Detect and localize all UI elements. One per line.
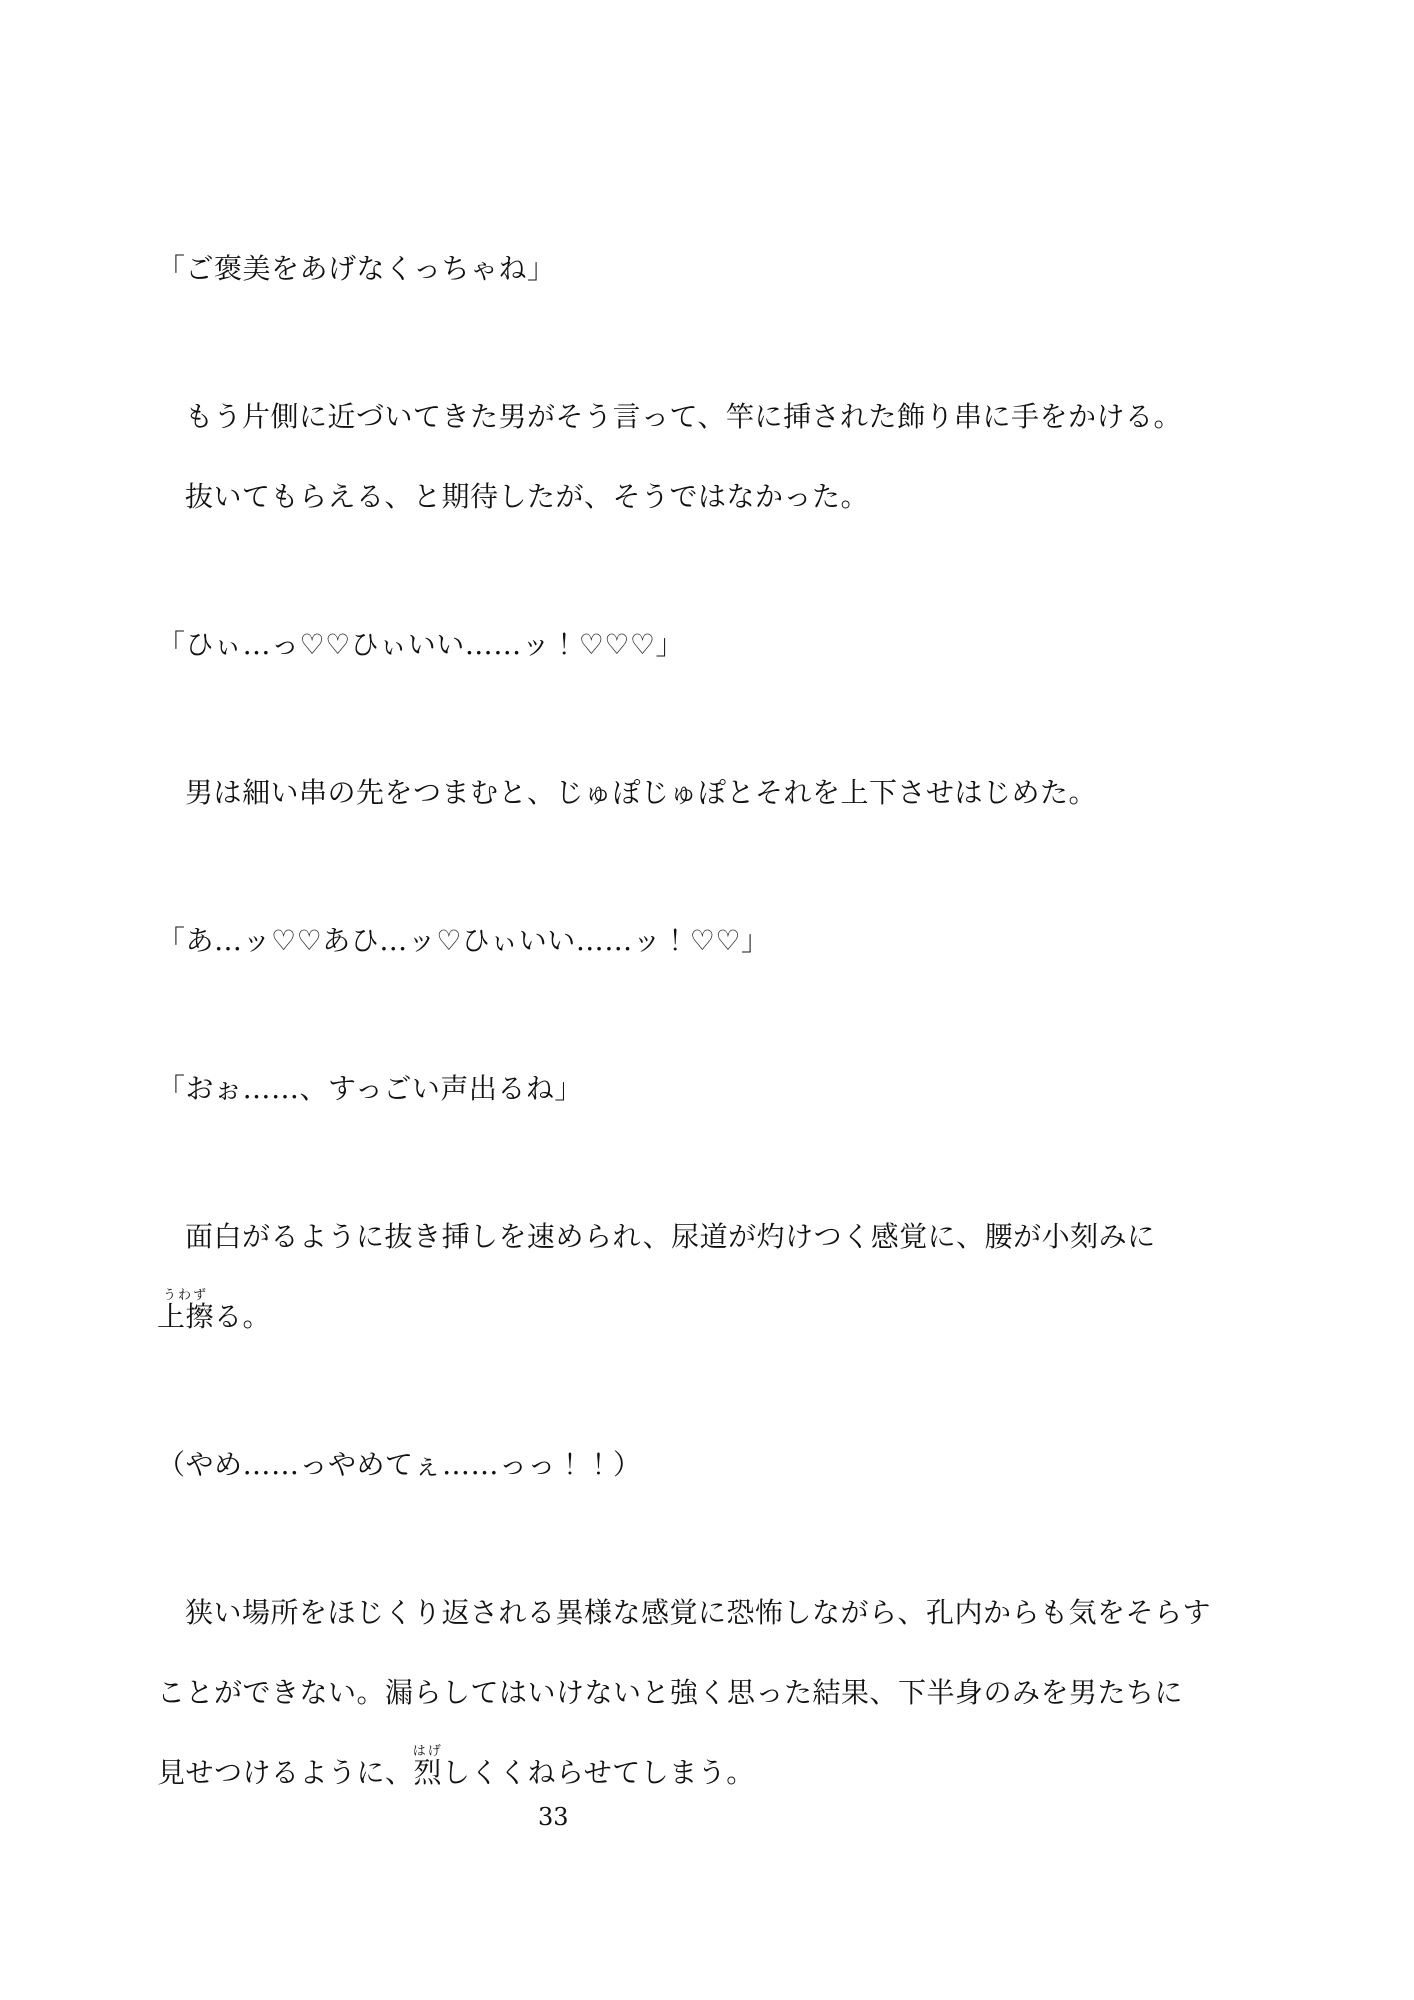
page-number: 33	[538, 1803, 569, 1831]
text-segment: ことができない。漏らしてはいけないと強く思った結果、下半身のみを男たちに	[157, 1676, 1184, 1709]
paragraph-block	[157, 377, 1287, 537]
furigana-ruby	[412, 1744, 443, 1789]
paragraph-block	[157, 1049, 1287, 1129]
text-segment: しくくねらせてしまう。	[442, 1756, 755, 1789]
paragraph-block	[157, 1425, 1287, 1505]
text-line	[157, 1573, 1287, 1653]
furigana-ruby	[157, 1288, 215, 1333]
text-line	[157, 1653, 1287, 1733]
furigana-text: はげ	[412, 1744, 443, 1759]
text-segment: もう片側に近づいてきた男がそう言って、竿に挿された飾り串に手をかける。	[185, 400, 1182, 433]
text-line	[157, 1277, 1287, 1357]
text-segment: 狭い場所をほじくり返される異様な感覚に恐怖しながら、孔内からも気をそらす	[185, 1596, 1212, 1629]
ruby-base-text: 烈	[412, 1756, 443, 1789]
paragraph-block	[157, 1573, 1287, 1813]
text-line	[157, 377, 1287, 457]
ruby-base-text: 上擦	[157, 1300, 215, 1333]
text-segment: （やめ……っやめてぇ……っっ！！）	[157, 1448, 642, 1481]
text-line	[157, 1733, 1287, 1813]
paragraph-block	[157, 753, 1287, 833]
text-line	[157, 457, 1287, 537]
text-content	[157, 229, 1287, 1813]
text-line	[157, 229, 1287, 309]
text-segment: 「ひぃ…っ♡♡ひぃいい……ッ！♡♡♡」	[157, 628, 685, 661]
text-line	[157, 1197, 1287, 1277]
text-line	[157, 605, 1287, 685]
text-segment: 見せつけるように、	[157, 1756, 414, 1789]
text-segment: 男は細い串の先をつまむと、じゅぽじゅぽとそれを上下させはじめた。	[185, 776, 1098, 809]
text-segment: る。	[214, 1300, 272, 1333]
text-segment: 「おぉ……、すっごい声出るね」	[157, 1072, 583, 1105]
text-line	[157, 753, 1287, 833]
paragraph-block	[157, 229, 1287, 309]
text-line	[157, 901, 1287, 981]
text-line	[157, 1049, 1287, 1129]
text-line	[157, 1425, 1287, 1505]
text-segment: 抜いてもらえる、と期待したが、そうではなかった。	[185, 480, 870, 513]
paragraph-block	[157, 901, 1287, 981]
furigana-text: うわず	[157, 1288, 215, 1303]
text-segment: 「あ…ッ♡♡あひ…ッ♡ひぃいい……ッ！♡♡」	[157, 924, 770, 957]
text-segment: 「ご褒美をあげなくっちゃね」	[157, 252, 556, 285]
paragraph-block	[157, 605, 1287, 685]
text-segment: 面白がるように抜き挿しを速められ、尿道が灼けつく感覚に、腰が小刻みに	[185, 1220, 1156, 1253]
paragraph-block	[157, 1197, 1287, 1357]
